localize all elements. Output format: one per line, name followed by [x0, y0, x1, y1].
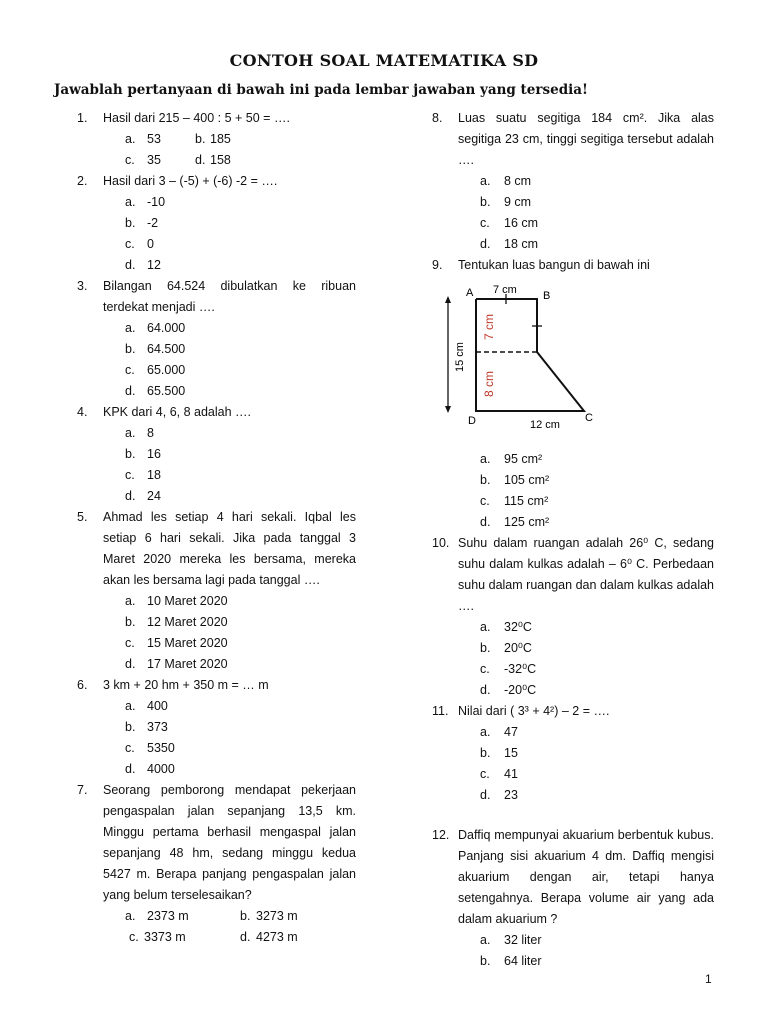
- option-text: 16: [147, 447, 161, 461]
- question-text: Ahmad les setiap 4 hari sekali. Iqbal les setiap 6 hari sekali. Jika pada tanggal 3 Maret 2020 mereka les bersama, mereka akan les bersama lagi pada tanggal ….: [103, 510, 356, 587]
- option-text: 4273 m: [256, 930, 298, 944]
- question-number: 2.: [77, 174, 88, 188]
- option-letter: d.: [125, 384, 136, 398]
- option-letter: b.: [125, 342, 136, 356]
- option-c: [103, 465, 356, 486]
- height-arrow-top: [445, 296, 451, 303]
- option-d: [103, 486, 356, 507]
- label-d: D: [468, 415, 476, 427]
- option-a: [458, 722, 714, 743]
- question-number: 11.: [432, 704, 449, 718]
- question-number: 8.: [432, 111, 443, 125]
- option-c: [458, 659, 714, 680]
- question-text: Seorang pemborong mendapat pekerjaan pengaspalan jalan sepanjang 13,5 km. Minggu pertama berhasil mengaspal jalan sepanjang 48 hm, sedang minggu kedua 5427 m. Berapa panjang pengaspalan jalan yang belum terselesaikan?: [103, 783, 356, 902]
- option-a: [103, 192, 356, 213]
- option-c: [458, 764, 714, 785]
- option-text: 35: [147, 153, 161, 167]
- option-text: 15: [504, 746, 518, 760]
- option-letter: c.: [125, 636, 135, 650]
- question-text: Bilangan 64.524 dibulatkan ke ribuan terdekat menjadi ….: [103, 279, 356, 314]
- question-text: Hasil dari 215 – 400 : 5 + 50 = ….: [103, 111, 290, 125]
- option-a: [458, 171, 714, 192]
- option-text: 16 cm: [504, 216, 539, 230]
- option-letter: a.: [125, 195, 136, 209]
- option-b: [103, 717, 356, 738]
- option-letter: c.: [125, 741, 135, 755]
- option-letter: b.: [125, 447, 136, 461]
- option-a: [103, 318, 356, 339]
- option-c: [103, 360, 356, 381]
- right-column: [432, 108, 714, 972]
- question-5: [77, 507, 356, 675]
- option-d: [458, 512, 714, 533]
- option-d: [458, 234, 714, 255]
- option-letter: a.: [480, 725, 491, 739]
- option-letter: c.: [480, 494, 490, 508]
- option-text: -20⁰C: [504, 683, 537, 697]
- question-11: [432, 701, 714, 806]
- option-text: 400: [147, 699, 168, 713]
- question-6: [77, 675, 356, 780]
- option-letter: b.: [480, 473, 491, 487]
- option-text: 41: [504, 767, 518, 781]
- option-letter: d.: [125, 258, 136, 272]
- question-text: KPK dari 4, 6, 8 adalah ….: [103, 405, 252, 419]
- option-text: 12: [147, 258, 161, 272]
- option-text: 23: [504, 788, 518, 802]
- question-2: [77, 171, 356, 276]
- option-letter: b.: [125, 216, 136, 230]
- label-c: C: [585, 412, 593, 424]
- option-c: [458, 491, 714, 512]
- option-letter: a.: [480, 620, 491, 634]
- option-text: 64.000: [147, 321, 186, 335]
- option-letter: b.: [480, 746, 491, 760]
- option-letter: c.: [125, 237, 135, 251]
- question-number: 3.: [77, 279, 88, 293]
- option-text: -2: [147, 216, 159, 230]
- option-text: 47: [504, 725, 518, 739]
- option-letter: d.: [480, 515, 491, 529]
- option-letter: a.: [125, 426, 136, 440]
- label-upper-side: 7 cm: [482, 313, 496, 340]
- option-c: [103, 234, 356, 255]
- question-number: 12.: [432, 828, 450, 842]
- option-letter: d.: [480, 788, 491, 802]
- option-letter: d.: [240, 930, 251, 944]
- option-text: 115 cm²: [504, 494, 549, 508]
- option-text: 18 cm: [504, 237, 539, 251]
- option-a: [103, 423, 356, 444]
- option-letter: c.: [125, 363, 135, 377]
- option-letter: b.: [125, 615, 136, 629]
- question-number: 1.: [77, 111, 88, 125]
- option-d: [458, 680, 714, 701]
- option-b: [458, 192, 714, 213]
- option-text: 3373 m: [144, 930, 186, 944]
- option-letter: d.: [480, 237, 491, 251]
- option-row: [103, 906, 356, 927]
- question-8: [432, 108, 714, 255]
- option-text: 15 Maret 2020: [147, 636, 228, 650]
- question-text: 3 km + 20 hm + 350 m = … m: [103, 678, 269, 692]
- option-text: 8 cm: [504, 174, 532, 188]
- question-10: [432, 533, 714, 701]
- option-text: 0: [147, 237, 154, 251]
- option-letter: c.: [480, 767, 490, 781]
- option-letter: d.: [125, 657, 136, 671]
- question-7: [77, 780, 356, 948]
- option-row: [103, 927, 356, 948]
- option-text: 64.500: [147, 342, 186, 356]
- option-letter: a.: [125, 594, 136, 608]
- option-row: [103, 150, 356, 171]
- option-text: -10: [147, 195, 166, 209]
- option-text: 4000: [147, 762, 175, 776]
- option-letter: b.: [240, 909, 251, 923]
- option-letter: b.: [480, 195, 491, 209]
- question-text: Tentukan luas bangun di bawah ini: [458, 258, 650, 272]
- question-text: Suhu dalam ruangan adalah 26⁰ C, sedang suhu dalam kulkas adalah – 6⁰ C. Perbedaan suhu dalam ruangan dan dalam kulkas adalah ….: [458, 536, 714, 613]
- option-b: [458, 638, 714, 659]
- option-letter: d.: [195, 153, 206, 167]
- option-letter: d.: [125, 489, 136, 503]
- option-text: 65.000: [147, 363, 186, 377]
- option-text: 9 cm: [504, 195, 532, 209]
- question-3: [77, 276, 356, 402]
- option-b: [458, 743, 714, 764]
- option-letter: b.: [480, 641, 491, 655]
- option-letter: a.: [480, 452, 491, 466]
- option-d: [103, 759, 356, 780]
- option-letter: a.: [480, 933, 491, 947]
- option-letter: c.: [125, 468, 135, 482]
- height-arrow-bottom: [445, 406, 451, 413]
- question-number: 7.: [77, 783, 88, 797]
- option-b: [103, 213, 356, 234]
- option-text: 20⁰C: [504, 641, 532, 655]
- question-number: 6.: [77, 678, 88, 692]
- option-b: [103, 612, 356, 633]
- option-text: 185: [210, 132, 231, 146]
- option-text: 18: [147, 468, 161, 482]
- instruction: Jawablah pertanyaan di bawah ini pada lembar jawaban yang tersedia!: [54, 82, 588, 98]
- option-text: 105 cm²: [504, 473, 550, 487]
- page-title: CONTOH SOAL MATEMATIKA SD: [229, 51, 539, 70]
- option-d: [458, 785, 714, 806]
- label-top-length: 7 cm: [493, 284, 517, 296]
- page-number: 1: [705, 972, 712, 986]
- option-letter: d.: [480, 683, 491, 697]
- option-a: [458, 449, 714, 470]
- option-text: 10 Maret 2020: [147, 594, 228, 608]
- question-12: [432, 825, 714, 972]
- option-a: [458, 617, 714, 638]
- option-text: 125 cm²: [504, 515, 550, 529]
- option-letter: a.: [125, 132, 136, 146]
- question-number: 9.: [432, 258, 443, 272]
- option-text: 17 Maret 2020: [147, 657, 228, 671]
- option-text: 32⁰C: [504, 620, 532, 634]
- question-4: [77, 402, 356, 507]
- label-lower-side: 8 cm: [482, 370, 496, 397]
- option-text: -32⁰C: [504, 662, 537, 676]
- option-b: [103, 444, 356, 465]
- label-bottom-length: 12 cm: [530, 419, 560, 431]
- option-text: 12 Maret 2020: [147, 615, 228, 629]
- option-letter: b.: [195, 132, 206, 146]
- option-letter: b.: [125, 720, 136, 734]
- option-letter: c.: [125, 153, 135, 167]
- option-letter: c.: [480, 216, 490, 230]
- option-text: 32 liter: [504, 933, 542, 947]
- option-text: 3273 m: [256, 909, 298, 923]
- option-text: 95 cm²: [504, 452, 543, 466]
- question-number: 4.: [77, 405, 88, 419]
- trapezoid-figure: [436, 282, 616, 437]
- option-a: [103, 591, 356, 612]
- question-text: Luas suatu segitiga 184 cm². Jika alas segitiga 23 cm, tinggi segitiga tersebut adalah ….: [458, 111, 714, 167]
- option-d: [103, 255, 356, 276]
- left-column: [77, 108, 356, 948]
- option-letter: c.: [480, 662, 490, 676]
- question-number: 5.: [77, 510, 88, 524]
- option-c: [103, 738, 356, 759]
- option-c: [458, 213, 714, 234]
- option-letter: a.: [480, 174, 491, 188]
- question-text: Nilai dari ( 3³ + 4²) – 2 = ….: [458, 704, 610, 718]
- option-c: [103, 633, 356, 654]
- option-letter: a.: [125, 699, 136, 713]
- option-d: [103, 654, 356, 675]
- option-letter: a.: [125, 321, 136, 335]
- option-letter: c.: [129, 930, 139, 944]
- option-d: [103, 381, 356, 402]
- option-row: [103, 129, 356, 150]
- option-text: 24: [147, 489, 161, 503]
- label-b: B: [543, 290, 551, 302]
- question-text: Daffiq mempunyai akuarium berbentuk kubus. Panjang sisi akuarium 4 dm. Daffiq mengisi akuarium dengan air, tetapi hanya setengahnya. Berapa volume air yang ada dalam akuarium ?: [458, 828, 714, 926]
- option-text: 5350: [147, 741, 175, 755]
- option-b: [458, 470, 714, 491]
- option-a: [458, 930, 714, 951]
- option-letter: a.: [125, 909, 136, 923]
- question-1: [77, 108, 356, 171]
- option-text: 2373 m: [147, 909, 189, 923]
- option-text: 373: [147, 720, 168, 734]
- question-9: [432, 255, 714, 533]
- label-height: 15 cm: [454, 342, 466, 372]
- option-letter: b.: [480, 954, 491, 968]
- option-text: 158: [210, 153, 231, 167]
- option-text: 64 liter: [504, 954, 542, 968]
- option-b: [458, 951, 714, 972]
- figure-svg: [436, 282, 616, 437]
- question-text: Hasil dari 3 – (-5) + (-6) -2 = ….: [103, 174, 278, 188]
- option-text: 8: [147, 426, 154, 440]
- question-number: 10.: [432, 536, 450, 550]
- option-a: [103, 696, 356, 717]
- option-text: 53: [147, 132, 161, 146]
- option-b: [103, 339, 356, 360]
- option-text: 65.500: [147, 384, 186, 398]
- option-letter: d.: [125, 762, 136, 776]
- label-a: A: [466, 287, 474, 299]
